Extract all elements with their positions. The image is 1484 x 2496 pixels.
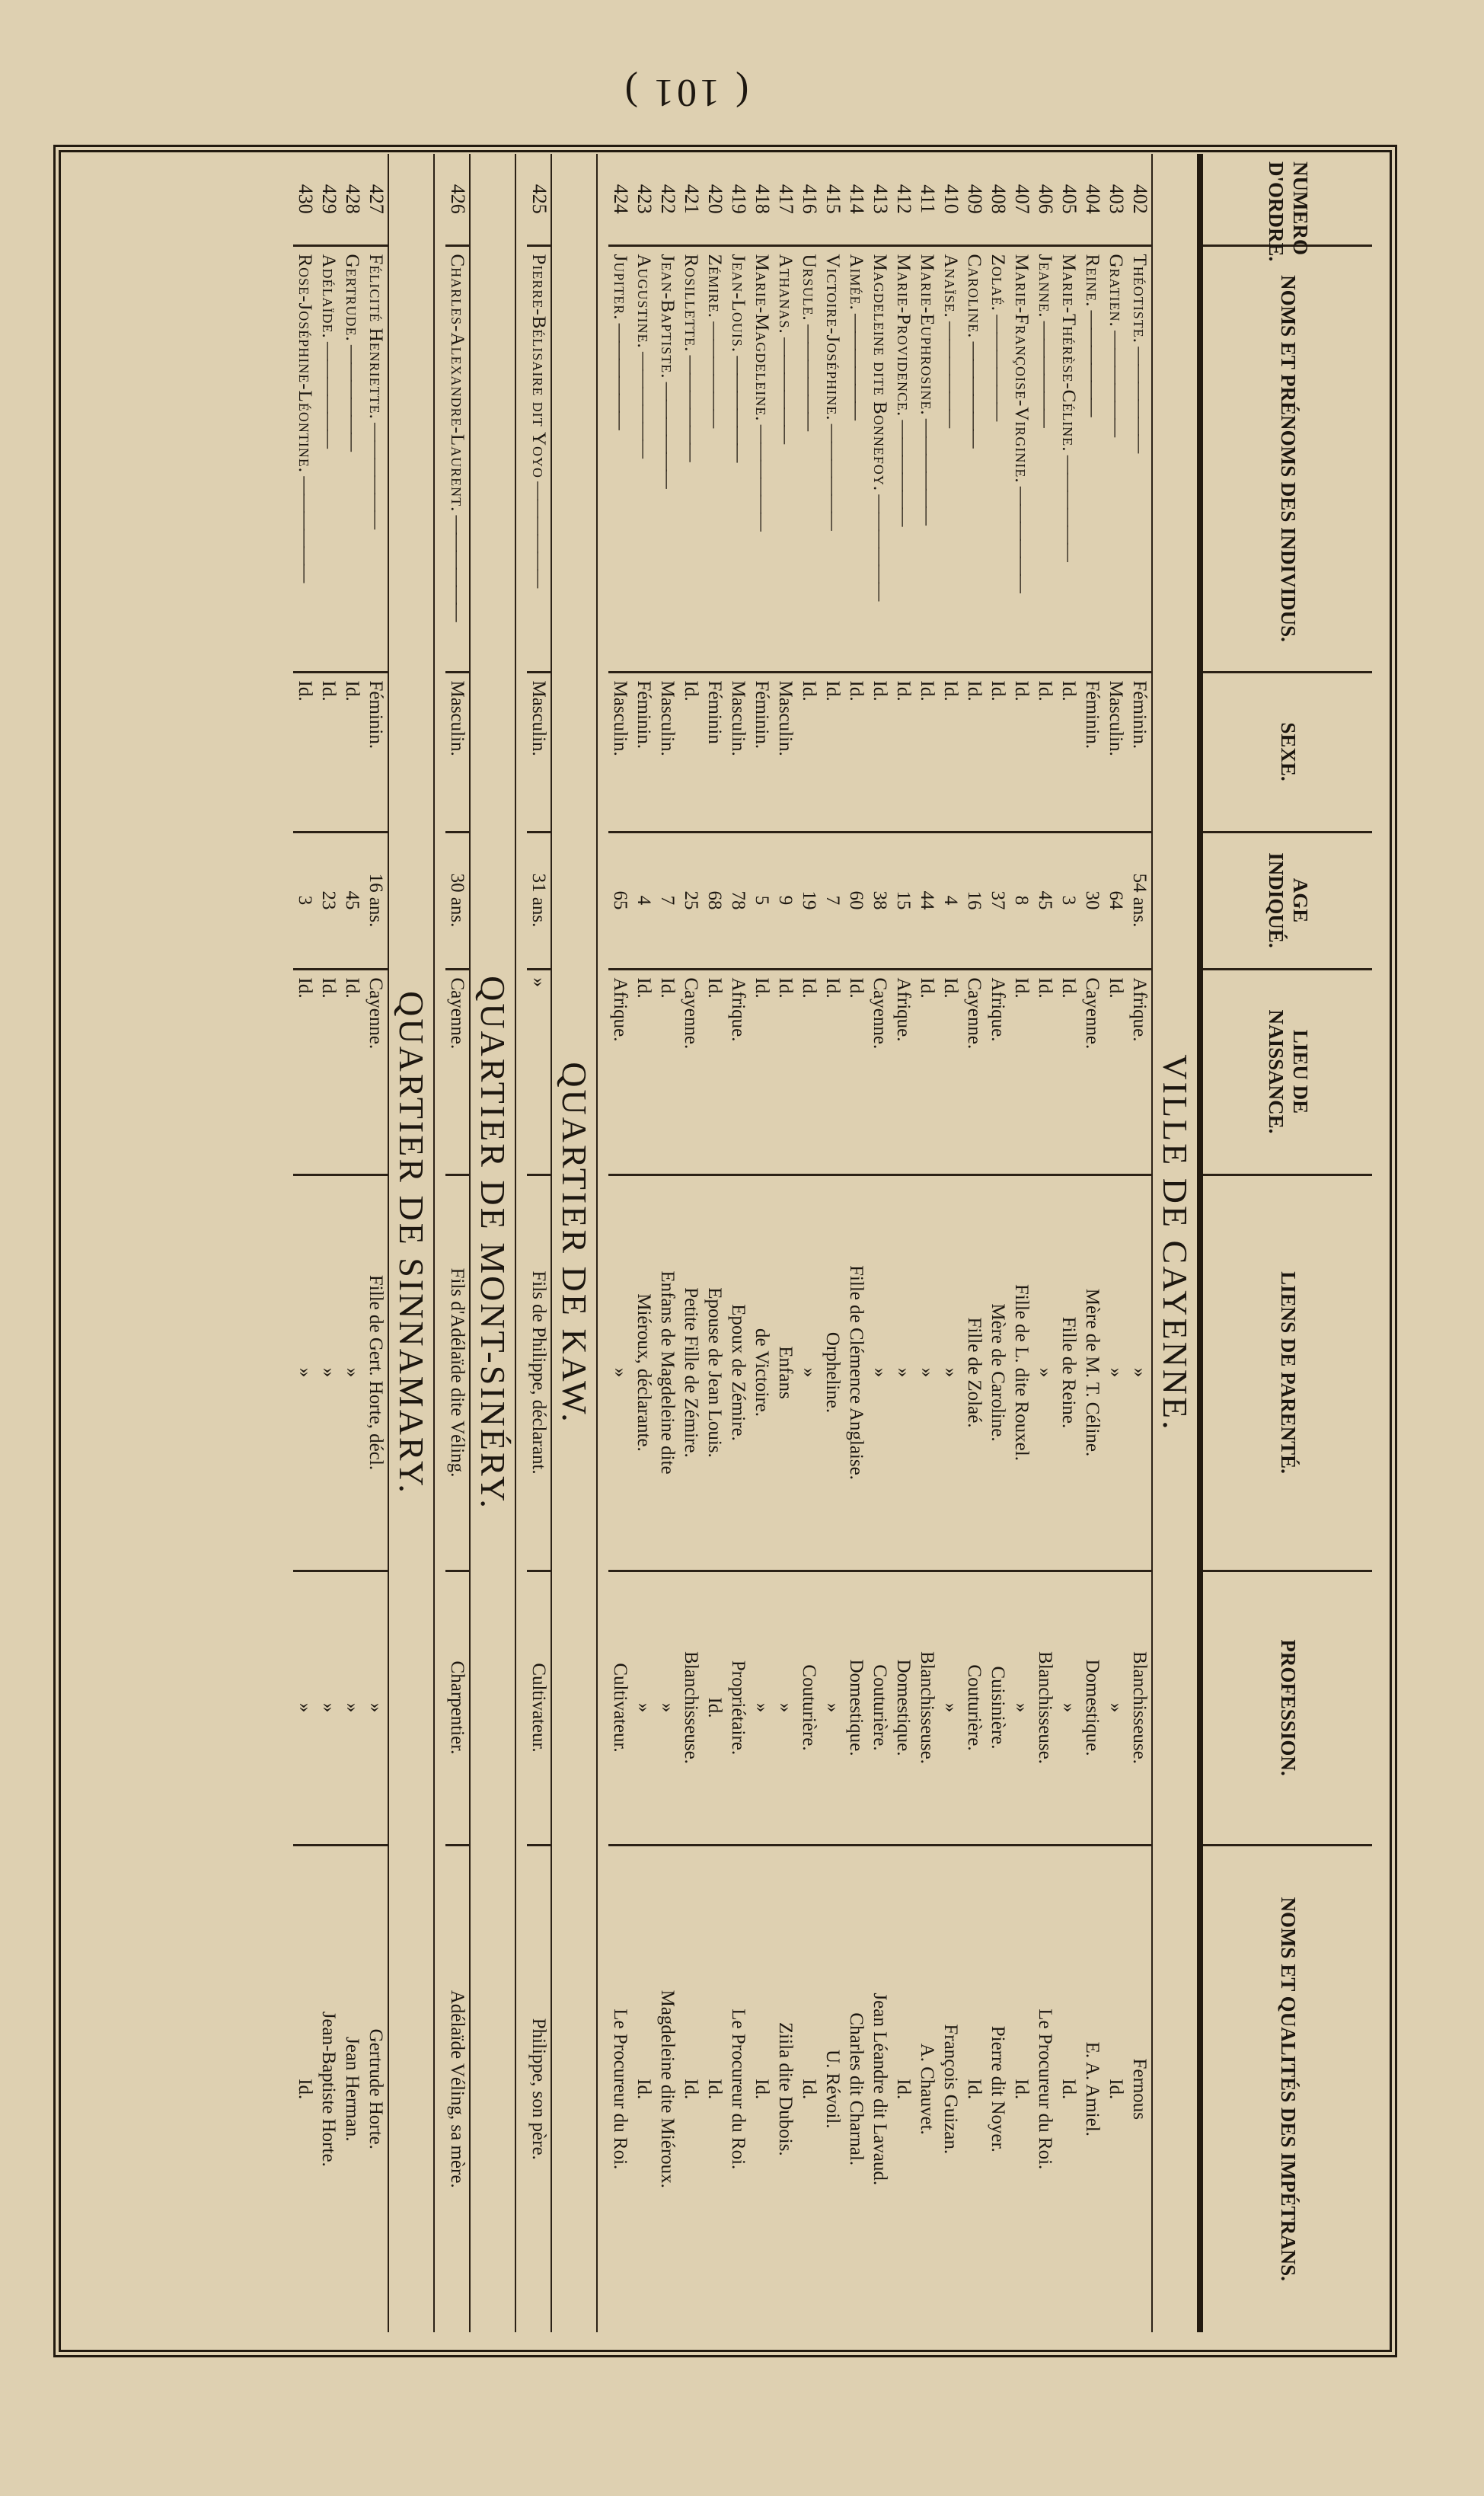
row-sex: Id.	[1010, 672, 1033, 832]
row-name: Jeanne. ——————	[1033, 245, 1057, 672]
row-petitioner: Id.	[1010, 1845, 1033, 2332]
row-name: Reine. ——————	[1080, 245, 1104, 672]
row-sex: Id.	[939, 672, 962, 832]
row-age: 65	[608, 832, 632, 969]
row-kinship: Epoux de Zémire.	[726, 1174, 750, 1571]
register-row	[797, 154, 821, 2332]
row-number: 402	[1128, 184, 1151, 214]
row-age: 23	[317, 832, 340, 969]
section-title: VILLE DE CAYENNE.	[1152, 154, 1200, 2332]
register-row	[679, 154, 703, 2332]
row-profession: Charpentier.	[445, 1571, 470, 1845]
row-age: 54 ans.	[1128, 832, 1152, 969]
row-sex: Id.	[1057, 672, 1080, 832]
row-birthplace: Id.	[750, 969, 774, 1174]
row-kinship: »	[1033, 1174, 1057, 1571]
row-name: Zémire. ——————	[703, 245, 726, 672]
register-row	[750, 154, 774, 2332]
row-sex: Id.	[340, 672, 364, 832]
row-age: 64	[1104, 832, 1128, 969]
row-name: Magdeleine dite Bonnefoy. ——————	[868, 245, 892, 672]
row-birthplace: »	[527, 969, 551, 1174]
row-profession: Couturière.	[797, 1571, 821, 1845]
row-age: 38	[868, 832, 892, 969]
row-sex: Masculin.	[608, 672, 632, 832]
row-birthplace: Afrique.	[608, 969, 632, 1174]
row-birthplace: Id.	[293, 969, 317, 1174]
row-profession: Couturière.	[868, 1571, 892, 1845]
row-sex: Id.	[679, 672, 703, 832]
row-petitioner: Adélaïde Véling, sa mère.	[445, 1845, 470, 2332]
row-birthplace: Afrique.	[986, 969, 1010, 1174]
row-sex: Masculin.	[1104, 672, 1128, 832]
row-petitioner: Id.	[679, 1845, 703, 2332]
row-number: 421	[680, 184, 703, 214]
row-petitioner: Philippe, son père.	[527, 1845, 551, 2332]
row-profession: »	[1104, 1571, 1128, 1845]
row-birthplace: Id.	[797, 969, 821, 1174]
row-number: 422	[656, 184, 679, 214]
row-petitioner: Fernous	[1128, 1845, 1152, 2332]
row-kinship: Fille de Reine.	[1057, 1174, 1080, 1571]
row-age: 31 ans.	[527, 832, 551, 969]
row-profession: Couturière.	[962, 1571, 986, 1845]
header-sex: SEXE.	[1200, 672, 1372, 832]
row-number: 426	[446, 184, 469, 214]
row-sex: Féminin.	[364, 672, 388, 832]
header-num: NUMERO D'ORDRE.	[1200, 154, 1372, 245]
row-birthplace: Cayenne.	[868, 969, 892, 1174]
row-number: 414	[845, 184, 868, 214]
row-name: Rose-Joséphine-Léontine. ——————	[293, 245, 317, 672]
row-name: Théotiste. ——————	[1128, 245, 1152, 672]
row-profession: »	[750, 1571, 774, 1845]
register-row	[445, 154, 470, 2332]
row-kinship: »	[317, 1174, 340, 1571]
row-birthplace: Id.	[1104, 969, 1128, 1174]
row-name: Adélaïde. ——————	[317, 245, 340, 672]
row-sex: Id.	[868, 672, 892, 832]
row-age: 30 ans.	[445, 832, 470, 969]
row-name: Marie-Magdeleine. ——————	[750, 245, 774, 672]
row-profession: »	[293, 1571, 317, 1845]
row-birthplace: Id.	[340, 969, 364, 1174]
row-profession: Id.	[703, 1571, 726, 1845]
header-names: NOMS ET PRÉNOMS DES INDIVIDUS.	[1200, 245, 1372, 672]
row-number: 430	[294, 184, 317, 214]
section-title: QUARTIER DE SINNAMARY.	[388, 154, 434, 2332]
register-row	[939, 154, 962, 2332]
row-sex: Id.	[986, 672, 1010, 832]
row-birthplace: Afrique.	[1128, 969, 1152, 1174]
register-row	[1057, 154, 1080, 2332]
row-kinship: Orpheline.	[821, 1174, 844, 1571]
row-petitioner: Jean Léandre dit Lavaud.	[868, 1845, 892, 2332]
register-body	[282, 154, 1200, 2332]
row-petitioner: Gertrude Horte.	[364, 1845, 388, 2332]
row-age: 30	[1080, 832, 1104, 969]
row-sex: Id.	[962, 672, 986, 832]
row-sex: Id.	[915, 672, 939, 832]
row-petitioner: Ziila dite Dubois.	[774, 1845, 797, 2332]
row-name: Félicité Henriette. ——————	[364, 245, 388, 672]
register-row	[986, 154, 1010, 2332]
register-row	[1010, 154, 1033, 2332]
row-birthplace: Afrique.	[726, 969, 750, 1174]
row-profession: »	[340, 1571, 364, 1845]
row-birthplace: Id.	[1010, 969, 1033, 1174]
row-kinship: Fille de Gert. Horte, décl.	[364, 1174, 388, 1571]
row-sex: Id.	[317, 672, 340, 832]
spacer-cell	[434, 154, 445, 2332]
row-age: 16	[962, 832, 986, 969]
row-name: Marie-Thérèse-Céline. ——————	[1057, 245, 1080, 672]
register-row	[868, 154, 892, 2332]
row-petitioner: Magdeleine dite Miéroux.	[656, 1845, 679, 2332]
row-name: Augustine. ——————	[632, 245, 656, 672]
row-birthplace: Id.	[844, 969, 868, 1174]
row-name: Caroline. ——————	[962, 245, 986, 672]
row-kinship: »	[340, 1174, 364, 1571]
row-kinship: Petite Fille de Zémire.	[679, 1174, 703, 1571]
row-number: 408	[987, 184, 1010, 214]
register-row	[656, 154, 679, 2332]
row-name: Jean-Baptiste. ——————	[656, 245, 679, 672]
row-kinship: Fille de Clémence Anglaise.	[844, 1174, 868, 1571]
register-row	[293, 154, 317, 2332]
row-age: 4	[939, 832, 962, 969]
row-profession: Domestique.	[1080, 1571, 1104, 1845]
row-birthplace: Id.	[774, 969, 797, 1174]
row-birthplace: Cayenne.	[1080, 969, 1104, 1174]
row-petitioner: Jean-Baptiste Horte.	[317, 1845, 340, 2332]
row-name: Aimée. ——————	[844, 245, 868, 672]
register-row	[844, 154, 868, 2332]
row-birthplace: Cayenne.	[679, 969, 703, 1174]
row-age: 68	[703, 832, 726, 969]
register-row	[1080, 154, 1104, 2332]
register-row	[821, 154, 844, 2332]
page-number: ( 101 )	[621, 71, 749, 114]
row-petitioner: A. Chauvet.	[915, 1845, 939, 2332]
section-spacer	[515, 154, 527, 2332]
row-kinship: Fille de Zolaé.	[962, 1174, 986, 1571]
register-row	[1128, 154, 1152, 2332]
register-row	[1033, 154, 1057, 2332]
row-profession: »	[364, 1571, 388, 1845]
row-sex: Féminin	[703, 672, 726, 832]
section-header	[551, 154, 597, 2332]
header-kinship: LIENS DE PARENTÉ.	[1200, 1174, 1372, 1571]
row-sex: Masculin.	[656, 672, 679, 832]
section-title: QUARTIER DE KAW.	[551, 154, 597, 2332]
row-birthplace: Id.	[632, 969, 656, 1174]
row-petitioner: Id.	[797, 1845, 821, 2332]
spacer-cell	[282, 154, 293, 2332]
row-profession: Cultivateur.	[527, 1571, 551, 1845]
row-age: 25	[679, 832, 703, 969]
row-kinship: Miéroux, déclarante.	[632, 1174, 656, 1571]
row-kinship: Fils de Philippe, déclarant.	[527, 1174, 551, 1571]
row-kinship: »	[892, 1174, 915, 1571]
row-profession: Cuisinière.	[986, 1571, 1010, 1845]
row-kinship: »	[293, 1174, 317, 1571]
header-row	[1200, 154, 1372, 2332]
row-sex: Id.	[1033, 672, 1057, 832]
row-kinship: Fille de L. dite Rouxel.	[1010, 1174, 1033, 1571]
row-birthplace: Id.	[1057, 969, 1080, 1174]
row-profession: Domestique.	[844, 1571, 868, 1845]
row-birthplace: Id.	[703, 969, 726, 1174]
header-birthplace: LIEU DE NAISSANCE.	[1200, 969, 1372, 1174]
row-name: Jupiter. ——————	[608, 245, 632, 672]
row-name: Jean-Louis. ——————	[726, 245, 750, 672]
row-number: 405	[1058, 184, 1080, 214]
row-age: 45	[340, 832, 364, 969]
register-row	[726, 154, 750, 2332]
row-name: Ursule. ——————	[797, 245, 821, 672]
row-sex: Id.	[892, 672, 915, 832]
row-petitioner: Id.	[632, 1845, 656, 2332]
row-petitioner: Charles dit Charnal.	[844, 1845, 868, 2332]
register-row	[915, 154, 939, 2332]
row-number: 403	[1105, 184, 1128, 214]
header-age: AGE INDIQUÉ.	[1200, 832, 1372, 969]
spacer-cell	[597, 154, 608, 2332]
section-spacer	[434, 154, 445, 2332]
row-kinship: Epouse de Jean Louis.	[703, 1174, 726, 1571]
row-birthplace: Id.	[821, 969, 844, 1174]
row-petitioner: François Guizan.	[939, 1845, 962, 2332]
row-petitioner: Id.	[750, 1845, 774, 2332]
row-sex: Masculin.	[445, 672, 470, 832]
row-age: 78	[726, 832, 750, 969]
row-petitioner: Id.	[703, 1845, 726, 2332]
row-kinship: »	[939, 1174, 962, 1571]
row-profession: »	[821, 1571, 844, 1845]
row-name: Marie-Françoise-Virginie. ——————	[1010, 245, 1033, 672]
row-kinship: »	[1104, 1174, 1128, 1571]
row-birthplace: Id.	[939, 969, 962, 1174]
row-petitioner: Le Procureur du Roi.	[726, 1845, 750, 2332]
register-row	[364, 154, 388, 2332]
row-age: 3	[1057, 832, 1080, 969]
row-sex: Féminin.	[1080, 672, 1104, 832]
row-number: 407	[1010, 184, 1033, 214]
row-sex: Id.	[293, 672, 317, 832]
row-number: 412	[892, 184, 915, 214]
row-age: 5	[750, 832, 774, 969]
row-profession: Domestique.	[892, 1571, 915, 1845]
row-birthplace: Id.	[656, 969, 679, 1174]
row-number: 411	[916, 184, 939, 214]
row-profession: Blanchisseuse.	[679, 1571, 703, 1845]
row-birthplace: Cayenne.	[445, 969, 470, 1174]
register-row	[632, 154, 656, 2332]
row-number: 427	[365, 184, 388, 214]
row-petitioner: Le Procureur du Roi.	[1033, 1845, 1057, 2332]
section-header	[388, 154, 434, 2332]
row-profession: »	[1010, 1571, 1033, 1845]
row-age: 4	[632, 832, 656, 969]
spacer-cell	[515, 154, 527, 2332]
row-number: 406	[1034, 184, 1057, 214]
row-kinship: Fils d'Adélaïde dite Véling.	[445, 1174, 470, 1571]
row-age: 7	[656, 832, 679, 969]
row-profession: »	[317, 1571, 340, 1845]
row-petitioner: Id.	[293, 1845, 317, 2332]
row-name: Anaïse. ——————	[939, 245, 962, 672]
row-sex: Masculin.	[527, 672, 551, 832]
row-kinship: Mère de M. T. Céline.	[1080, 1174, 1104, 1571]
row-age: 60	[844, 832, 868, 969]
row-number: 416	[798, 184, 821, 214]
row-age: 44	[915, 832, 939, 969]
row-age: 16 ans.	[364, 832, 388, 969]
section-spacer	[597, 154, 608, 2332]
row-age: 19	[797, 832, 821, 969]
row-kinship: »	[797, 1174, 821, 1571]
row-number: 413	[869, 184, 892, 214]
row-number: 425	[528, 184, 551, 214]
register-row	[703, 154, 726, 2332]
row-petitioner: Id.	[962, 1845, 986, 2332]
row-kinship: »	[608, 1174, 632, 1571]
row-age: 37	[986, 832, 1010, 969]
row-petitioner: E. A. Amiel.	[1080, 1845, 1104, 2332]
row-kinship: »	[868, 1174, 892, 1571]
row-number: 415	[822, 184, 844, 214]
section-spacer	[282, 154, 293, 2332]
register-row	[527, 154, 551, 2332]
row-name: Charles-Alexandre-Laurent. ——————	[445, 245, 470, 672]
register-row	[892, 154, 915, 2332]
row-profession: Cultivateur.	[608, 1571, 632, 1845]
row-sex: Féminin.	[632, 672, 656, 832]
row-profession: »	[656, 1571, 679, 1845]
row-sex: Id.	[797, 672, 821, 832]
section-header	[470, 154, 515, 2332]
row-petitioner: U. Révoil.	[821, 1845, 844, 2332]
row-age: 8	[1010, 832, 1033, 969]
row-number: 404	[1081, 184, 1104, 214]
row-name: Marie-Providence. ——————	[892, 245, 915, 672]
row-profession: »	[774, 1571, 797, 1845]
row-profession: »	[1057, 1571, 1080, 1845]
row-number: 409	[963, 184, 986, 214]
row-birthplace: Cayenne.	[364, 969, 388, 1174]
row-number: 417	[774, 184, 797, 214]
row-age: 3	[293, 832, 317, 969]
row-number: 429	[318, 184, 340, 214]
row-number: 419	[727, 184, 750, 214]
row-name: Victoire-Joséphine. ——————	[821, 245, 844, 672]
row-name: Rosillette. ——————	[679, 245, 703, 672]
register-row	[608, 154, 632, 2332]
row-name: Gratien. ——————	[1104, 245, 1128, 672]
header-profession: PROFESSION.	[1200, 1571, 1372, 1845]
row-number: 418	[751, 184, 774, 214]
row-kinship: Mère de Caroline.	[986, 1174, 1010, 1571]
row-profession: Blanchisseuse.	[915, 1571, 939, 1845]
row-petitioner: Jean Herman.	[340, 1845, 364, 2332]
row-petitioner: Id.	[1057, 1845, 1080, 2332]
row-sex: Masculin.	[726, 672, 750, 832]
row-sex: Id.	[844, 672, 868, 832]
register-row	[317, 154, 340, 2332]
row-age: 15	[892, 832, 915, 969]
register-row	[962, 154, 986, 2332]
row-number: 428	[341, 184, 364, 214]
row-profession: Blanchisseuse.	[1128, 1571, 1152, 1845]
row-sex: Masculin.	[774, 672, 797, 832]
row-sex: Féminin.	[1128, 672, 1152, 832]
row-number: 410	[940, 184, 962, 214]
row-name: Marie-Euphrosine. ——————	[915, 245, 939, 672]
register-table	[282, 154, 1372, 2332]
register-table-rotated	[62, 154, 1372, 2332]
row-name: Gertrude. ——————	[340, 245, 364, 672]
row-petitioner: Le Procureur du Roi.	[608, 1845, 632, 2332]
row-age: 7	[821, 832, 844, 969]
row-birthplace: Id.	[1033, 969, 1057, 1174]
row-name: Zolaé. ——————	[986, 245, 1010, 672]
row-age: 9	[774, 832, 797, 969]
section-title: QUARTIER DE MONT-SINÉRY.	[470, 154, 515, 2332]
row-petitioner: Id.	[1104, 1845, 1128, 2332]
row-profession: »	[939, 1571, 962, 1845]
row-kinship: »	[915, 1174, 939, 1571]
row-birthplace: Id.	[915, 969, 939, 1174]
row-number: 420	[704, 184, 726, 214]
row-kinship: Enfans de Magdeleine dite	[656, 1174, 679, 1571]
section-header	[1152, 154, 1200, 2332]
row-petitioner: Pierre dit Noyer.	[986, 1845, 1010, 2332]
row-sex: Id.	[821, 672, 844, 832]
row-name: Pierre-Bélisaire dit Yoyo ——————	[527, 245, 551, 672]
row-kinship: Enfans	[774, 1174, 797, 1571]
row-number: 424	[609, 184, 632, 214]
register-row	[340, 154, 364, 2332]
row-birthplace: Afrique.	[892, 969, 915, 1174]
row-profession: Propriétaire.	[726, 1571, 750, 1845]
row-sex: Féminin.	[750, 672, 774, 832]
row-name: Athanas. ——————	[774, 245, 797, 672]
row-birthplace: Cayenne.	[962, 969, 986, 1174]
row-petitioner: Id.	[892, 1845, 915, 2332]
row-age: 45	[1033, 832, 1057, 969]
row-profession: »	[632, 1571, 656, 1845]
row-number: 423	[633, 184, 656, 214]
row-kinship: »	[1128, 1174, 1152, 1571]
header-petitioners: NOMS ET QUALITÉS DES IMPÉTRANS.	[1200, 1845, 1372, 2332]
row-profession: Blanchisseuse.	[1033, 1571, 1057, 1845]
row-kinship: de Victoire.	[750, 1174, 774, 1571]
register-row	[1104, 154, 1128, 2332]
row-birthplace: Id.	[317, 969, 340, 1174]
register-row	[774, 154, 797, 2332]
